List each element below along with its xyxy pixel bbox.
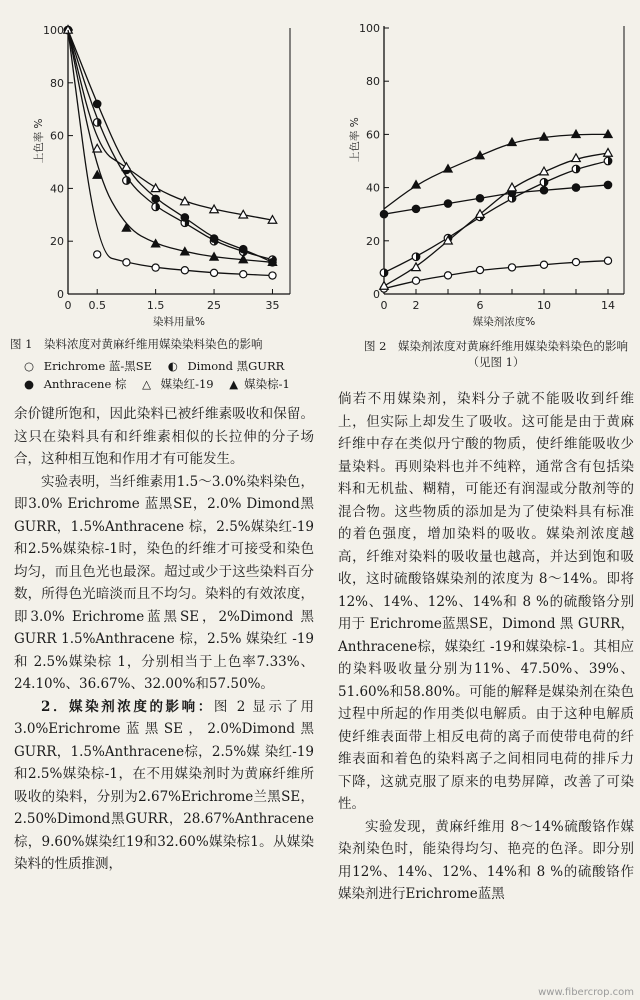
data-point [181,197,190,205]
data-point [572,154,581,162]
x-tick-label: 1.5 [146,299,165,312]
data-point [444,200,452,208]
data-point [604,149,613,157]
y-tick-label: 40 [50,182,64,196]
data-point [181,214,189,222]
data-point [123,259,130,266]
data-point [269,272,276,279]
data-point [240,271,247,278]
data-point [572,258,579,265]
data-point [93,100,101,108]
data-point [151,239,160,247]
data-point [152,203,160,211]
y-tick-label: 0 [373,288,380,301]
data-point [210,235,218,243]
paragraph-text: 倘若不用媒染剂，染料分子就不能吸收到纤维上，但实际上却发生了吸收。这可能是由于黄麻纤维中存在类似丹宁酸的物质，使纤维能吸收少量染料。再则染料也并不纯粹，通常含有包括染料和无机盐、糊精，可能还有润湿或分散剂等的混合物。这些物质的添加是为了使染料具有标准的着色强度，增加染料的吸收。媒染剂浓度越高，纤维对染料的吸收量也越高，并达到饱和吸收，这时硫酸铬媒染剂的浓度为 8～14%。即将12%、14%、12%、14%和 8 %的硫酸铬分别用于 Erichrome蓝黑SE，Dimond 黑 GURR，Anthracene棕，媒染红 -19和媒染棕-1。其相应的染料吸收量分别为11%、47.50%、39%、51.60%和58.80%。可能的解释是媒染剂在染色过程中所起的作用类似电解质。由于这种电解质使纤维表面带上相反电荷的离子而使带电荷的纤维表面和着色的染料离子之间相同电荷的排斥力下降，这就克服了原来的电势屏障，改善了可染性。 [338,391,634,812]
section-heading: 2．媒染剂浓度的影响： [41,698,214,715]
figure-2 [349,0,640,395]
data-point [412,253,420,261]
x-tick-label: 6 [476,299,484,312]
x-axis-label: 媒染剂浓度% [472,316,536,328]
series-circle-open [380,257,611,292]
data-point [94,251,101,258]
y-tick-label: 80 [50,76,64,90]
figure-1-legend [24,357,324,393]
data-point [412,205,420,213]
y-tick-label: 20 [366,234,380,248]
x-tick-label: 25 [207,299,222,312]
y-tick-label: 80 [366,75,380,89]
y-tick-label: 60 [366,128,380,142]
data-point [93,119,101,127]
paragraph [14,696,314,876]
data-point [152,195,160,203]
figure-1 [10,0,320,395]
paragraph [338,816,634,906]
data-point [210,269,217,276]
data-point [412,277,419,284]
watermark: www.fibercrop.com [538,987,634,998]
y-tick-label: 100 [359,22,380,35]
y-tick-label: 100 [43,24,64,37]
data-point [540,178,548,186]
legend-item-brown1: ▲ 媒染棕-1 [229,377,290,391]
paragraph [14,403,314,471]
x-tick-label: 0.5 [88,299,106,312]
data-point [572,130,581,138]
data-point [604,157,612,165]
paragraph-text: 实验发现，黄麻纤维用 8～14%硫酸铬作媒染剂染色时，能染得均匀、艳亮的色泽。即分别用12%、14%、12%、14%和 8 %的硫酸铬作媒染剂进行Erichrome蓝黑 [338,818,634,902]
x-tick-label: 14 [601,299,615,312]
x-tick-label: 0 [64,299,72,312]
data-point [380,269,388,277]
figure-2-caption: 图 2 媒染剂浓度对黄麻纤维用媒染染料染色的影响（见图 1） [364,339,628,369]
data-point [123,177,131,185]
y-tick-label: 60 [50,129,64,143]
legend-item-anthracene: ● Anthracene 棕 [24,377,127,391]
paragraph [338,388,634,816]
data-point [239,245,247,253]
figure-1-caption: 图 1 染料浓度对黄麻纤维用媒染染料染色的影响 [10,337,263,351]
paragraph [14,471,314,696]
x-axis-label: 染料用量% [153,316,205,328]
data-point [508,138,517,146]
paragraph-text: 实验表明，当纤维素用1.5～3.0%染料染色，即3.0% Erichrome 蓝黑SE，2.0% Dimond黑GURR，1.5%Anthracene 棕，2.5%媒染红-19和2.5%媒染棕-1时，染色的纤维才可接受和染色均匀，而且色光也最深。超过或少于这些染料百分数，所得色光暗淡而且不均匀。染料的有效浓度，即3.0% Erichrome蓝黑SE，2%Dimond 黑 GURR 1.5%Anthracene 棕，2.5% 媒染红 -19和 2.5%媒染棕 1，分别相当于上色率7.33%、24.10%、36.67%、32.00%和57.50%。 [14,473,314,692]
legend-item-erichrome: ○ Erichrome 蓝-黑SE [24,359,153,373]
data-point [604,257,611,264]
y-axis-label: 上色率 % [33,118,45,164]
series-line [68,30,272,260]
data-point [604,181,612,189]
x-tick-label: 10 [537,299,551,312]
data-point [444,272,451,279]
legend-item-red19: △ 媒染红-19 [142,377,214,391]
y-axis-label: 上色率 % [349,117,361,163]
data-point [476,266,483,273]
legend-item-dimond: ◐ Dimond 黑GURR [167,359,285,373]
data-point [380,210,388,218]
series-circle-open [64,26,276,279]
data-point [540,261,547,268]
data-point [508,264,515,271]
data-point [476,194,484,202]
y-tick-label: 0 [57,288,64,301]
figure-1-chart [10,0,320,340]
right-text-column [338,388,634,906]
series-circle-half [64,26,276,263]
data-point [540,186,548,194]
data-point [380,282,389,290]
paragraph-text: 余价键所饱和，因此染料已被纤维素吸收和保留。这只在染料具有和纤维素相似的长拉伸的分子场合，这种相互饱和作用才有可能发生。 [14,406,314,467]
x-tick-label: 2 [412,299,420,312]
data-point [181,267,188,274]
left-text-column [14,403,314,876]
x-tick-label: 35 [265,299,280,312]
y-tick-label: 40 [366,181,380,195]
y-tick-label: 20 [50,235,64,249]
data-point [152,264,159,271]
paragraph-text: 图 2 显示了用 3.0%Erichrome蓝黑SE，2.0%Dimond黑GURR，1.5%Anthracene棕，2.5%媒 染红-19和2.5%媒染棕-1，在不用媒染剂时为黄麻纤维所吸收的染料，分别为2.67%Erichrome兰黑SE，2.50%Dimond黑GURR，28.67%Anthracene棕，9.60%媒染红19和32.60%媒染棕1。从媒染染料的性质推测， [14,698,315,872]
data-point [572,184,580,192]
data-point [572,165,580,173]
x-tick-label: 0 [380,299,388,312]
data-point [122,163,131,171]
series-line [68,30,272,276]
figure-2-chart [349,0,640,340]
